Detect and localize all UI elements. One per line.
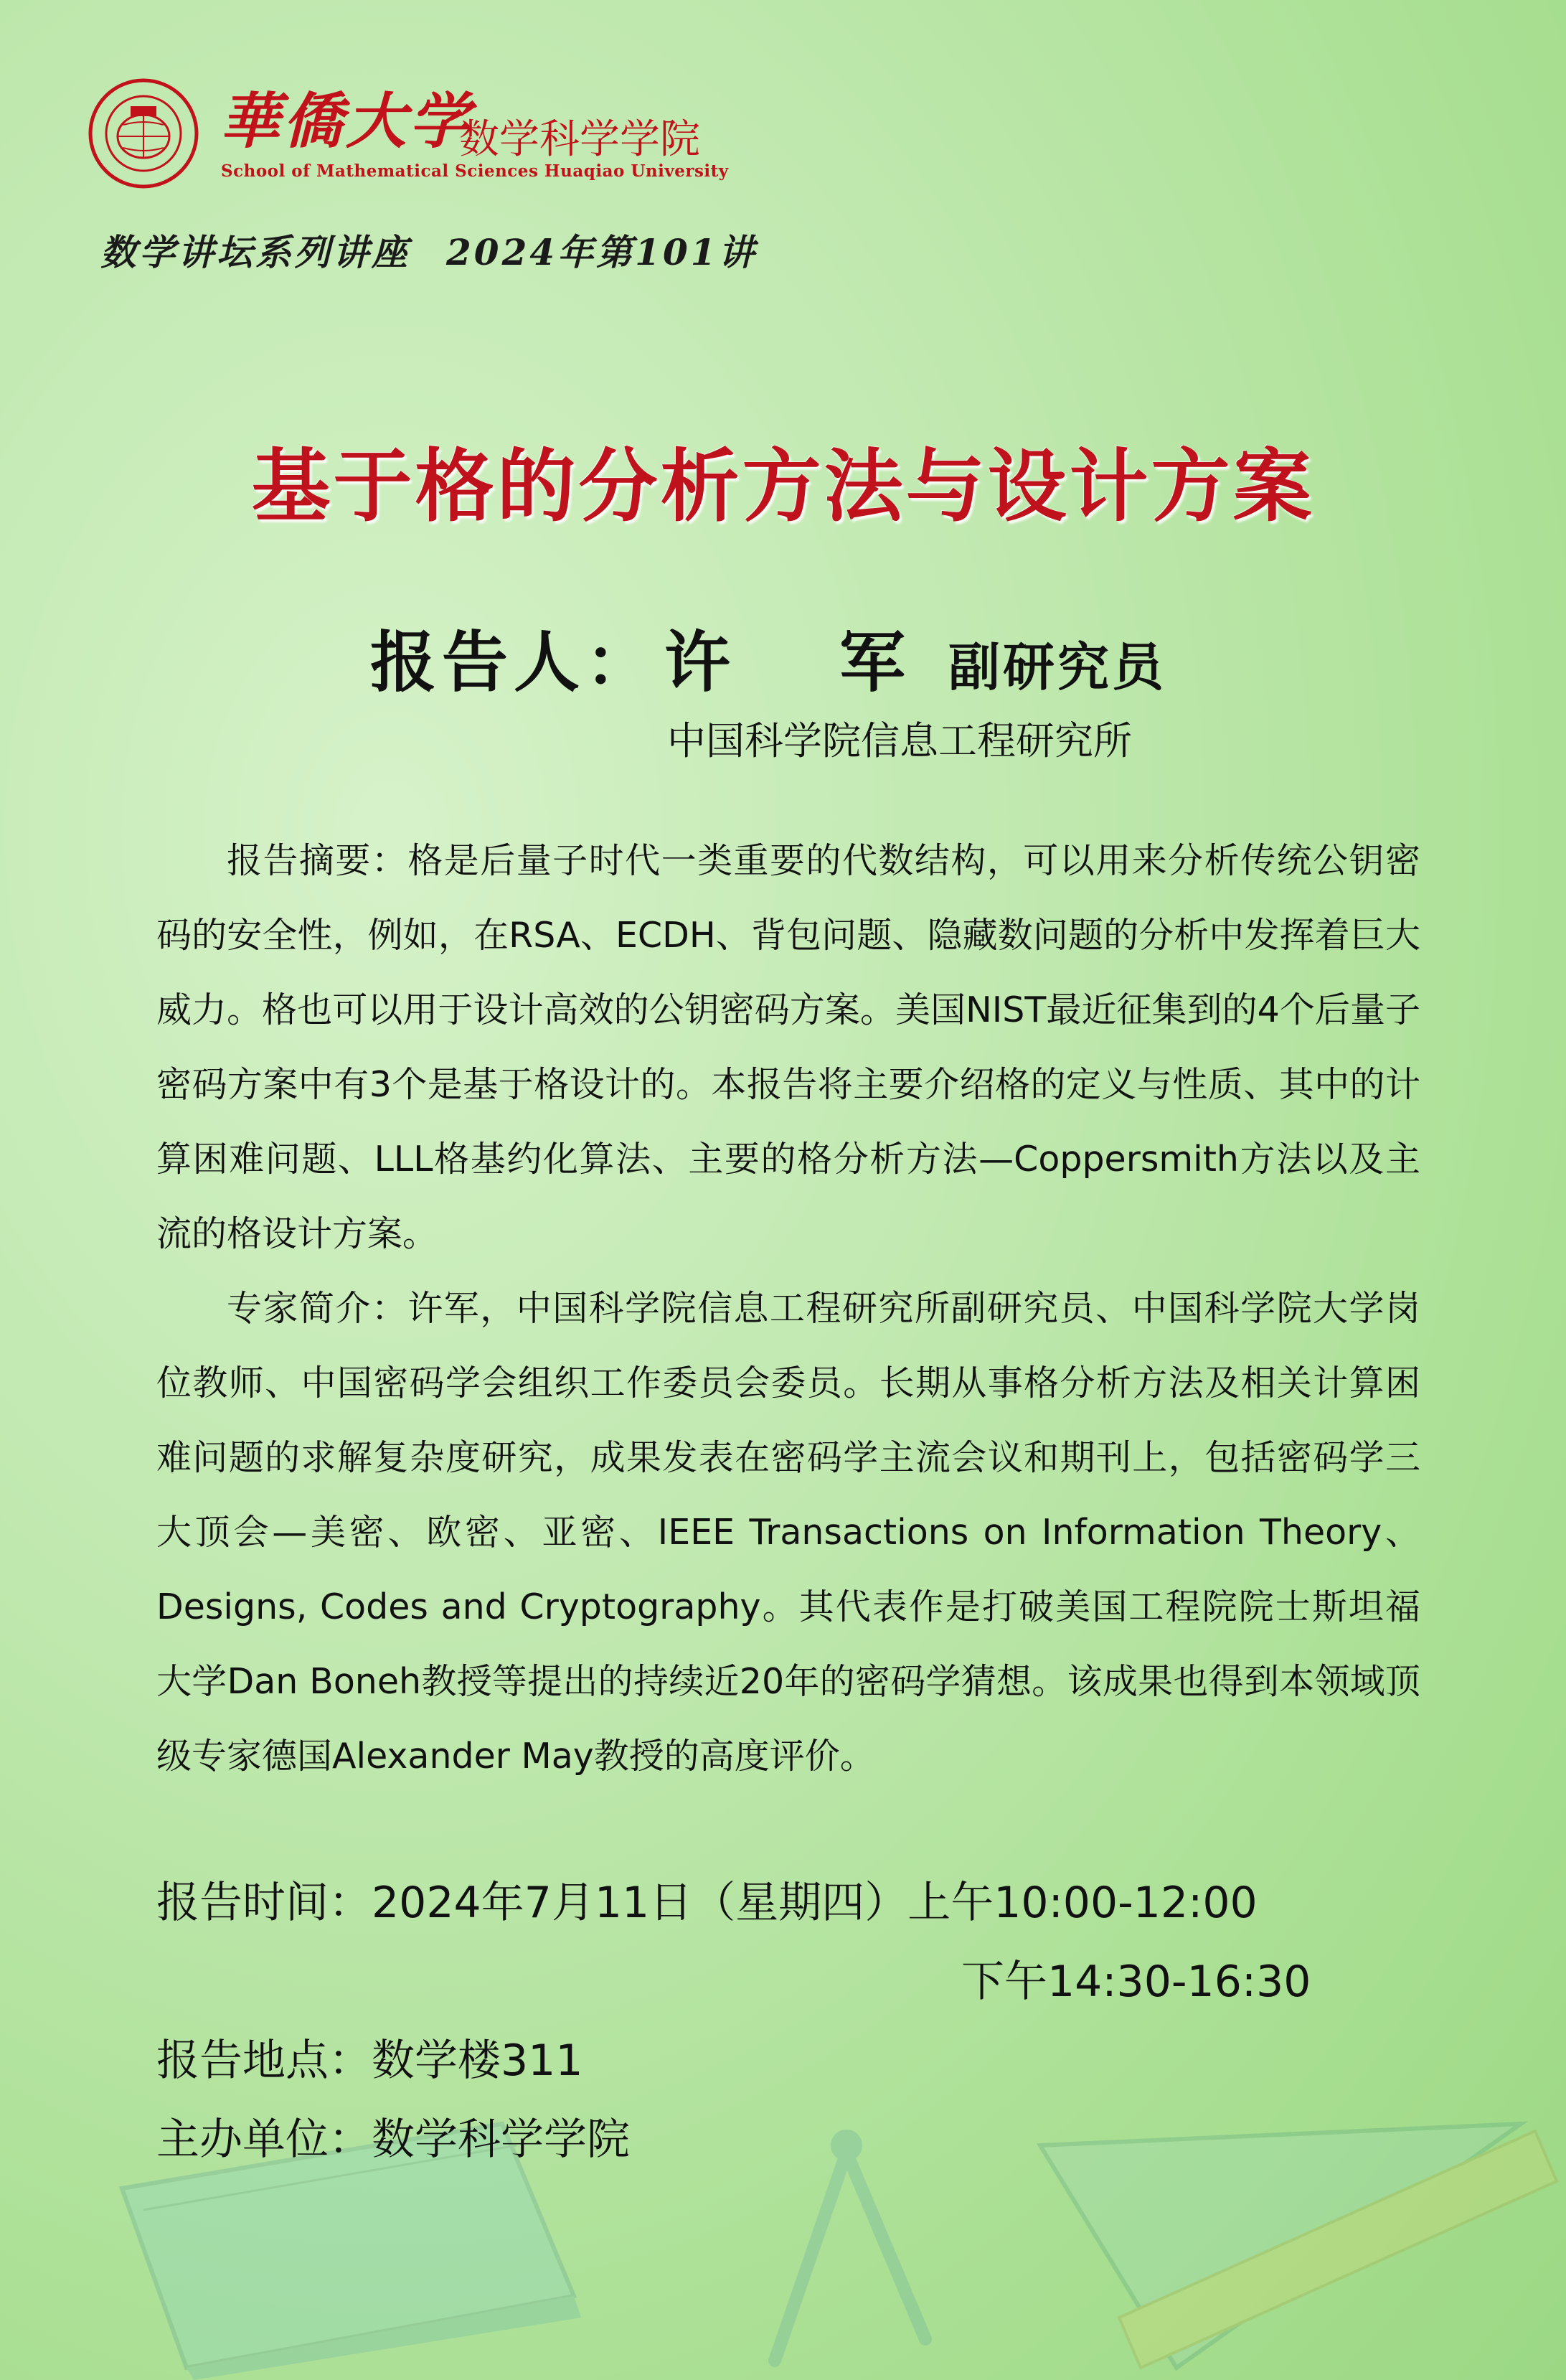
speaker-affiliation: 中国科学院信息工程研究所 [667,718,1132,763]
time-value: 2024年7月11日（星期四）上午10:00-12:00 [372,1878,1258,1928]
university-name-cn: 華僑大学 [220,85,473,156]
speaker-line [370,610,1166,705]
speaker-rank: 副研究员 [948,637,1167,697]
school-name-en: School of Mathematical Sciences Huaqiao University [221,161,729,181]
host-row [156,2105,630,2167]
series-number: 2024年第101讲 [446,231,758,273]
speaker-label: 报告人： [370,624,658,701]
series-name: 数学讲坛系列讲座 [100,231,410,273]
place-value: 数学楼311 [372,2036,583,2086]
school-name-cn: 数学科学学院 [459,116,700,163]
time-label: 报告时间： [156,1878,372,1928]
abstract-paragraph: 报告摘要：格是后量子时代一类重要的代数结构，可以用来分析传统公钥密码的安全性，例如，在RSA、ECDH、背包问题、隐藏数问题的分析中发挥着巨大威力。格也可以用于设计高效的公钥密码方案。美国NIST最近征集到的4个后量子密码方案中有3个是基于格设计的。本报告将主要介绍格的定义与性质、其中的计算困难问题、LLL格基约化算法、主要的格分析方法—Coppersmith方法以及主流的格设计方案。 [156,840,1420,1254]
place-row [156,2026,583,2088]
bio-paragraph: 专家简介：许军，中国科学院信息工程研究所副研究员、中国科学院大学岗位教师、中国密码学会组织工作委员会委员。长期从事格分析方法及相关计算困难问题的求解复杂度研究，成果发表在密码学主流会议和期刊上，包括密码学三大顶会—美密、欧密、亚密、IEEE Transactions on Information Theory、Designs, Codes and Cryptography。其代表作是打破美国工程院院士斯坦福大学Dan Boneh教授等提出的持续近20年的密码学猜想。该成果也得到本领域顶级专家德国Alexander May教授的高度评价。 [156,1288,1420,1777]
lecture-series [100,224,758,276]
time-row [156,1868,1258,1930]
set-square-icon [1040,2124,1521,2368]
lecture-body [156,824,1420,1794]
time-value-afternoon: 下午14:30-16:30 [961,1957,1311,2007]
university-seal-icon [88,77,199,189]
host-value: 数学科学学院 [372,2115,630,2165]
ruler-icon [1119,2131,1557,2368]
compass-icon [775,2130,925,2361]
speaker-name: 许 军 [664,624,949,701]
host-label: 主办单位： [156,2115,372,2165]
lecture-title: 基于格的分析方法与设计方案 [251,441,1315,532]
place-label: 报告地点： [156,2036,372,2086]
